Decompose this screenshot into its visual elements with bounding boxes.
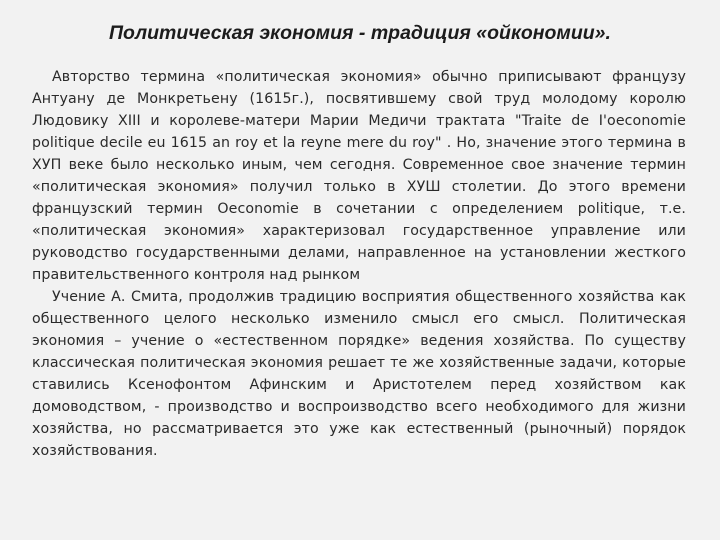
- paragraph-2: Учение А. Смита, продолжив традицию восприятия общественного хозяйства как общественного целого несколько изменило смысл его смысл. Политическая экономия – учение о «естественном порядке» ведения хозяйства. По существу классическая политическая экономия решает те же хозяйственные задачи, которые ставились Ксенофонтом Афинским и Аристотелем перед хозяйством как домоводством, - производство и воспроизводство всего необходимого для жизни хозяйства, но рассматривается это уже как естественный (рыночный) порядок хозяйствования.: [32, 289, 686, 459]
- paragraph-1: Авторство термина «политическая экономия» обычно приписывают французу Антуану де Монкретьену (1615г.), посвятившему свой труд молодому королю Людовику XIII и королеве-матери Марии Медичи трактата "Traite de I'oeconomie politique decile eu 1615 an roy et la reyne mere du roy" . Но, значение этого термина в ХУП веке было несколько иным, чем сегодня. Современное свое значение термин «политическая экономия» получил только в ХУШ столетии. До этого времени французский термин Oeconomie в сочетании с определением politique, т.е. «политическая экономия» характеризовал государственное управление или руководство государственными делами, направленное на установлении жесткого правительственного контроля над рынком: [32, 69, 686, 283]
- slide-title: Политическая экономия - традиция «ойкономии».: [109, 22, 611, 44]
- slide-body: [32, 66, 686, 462]
